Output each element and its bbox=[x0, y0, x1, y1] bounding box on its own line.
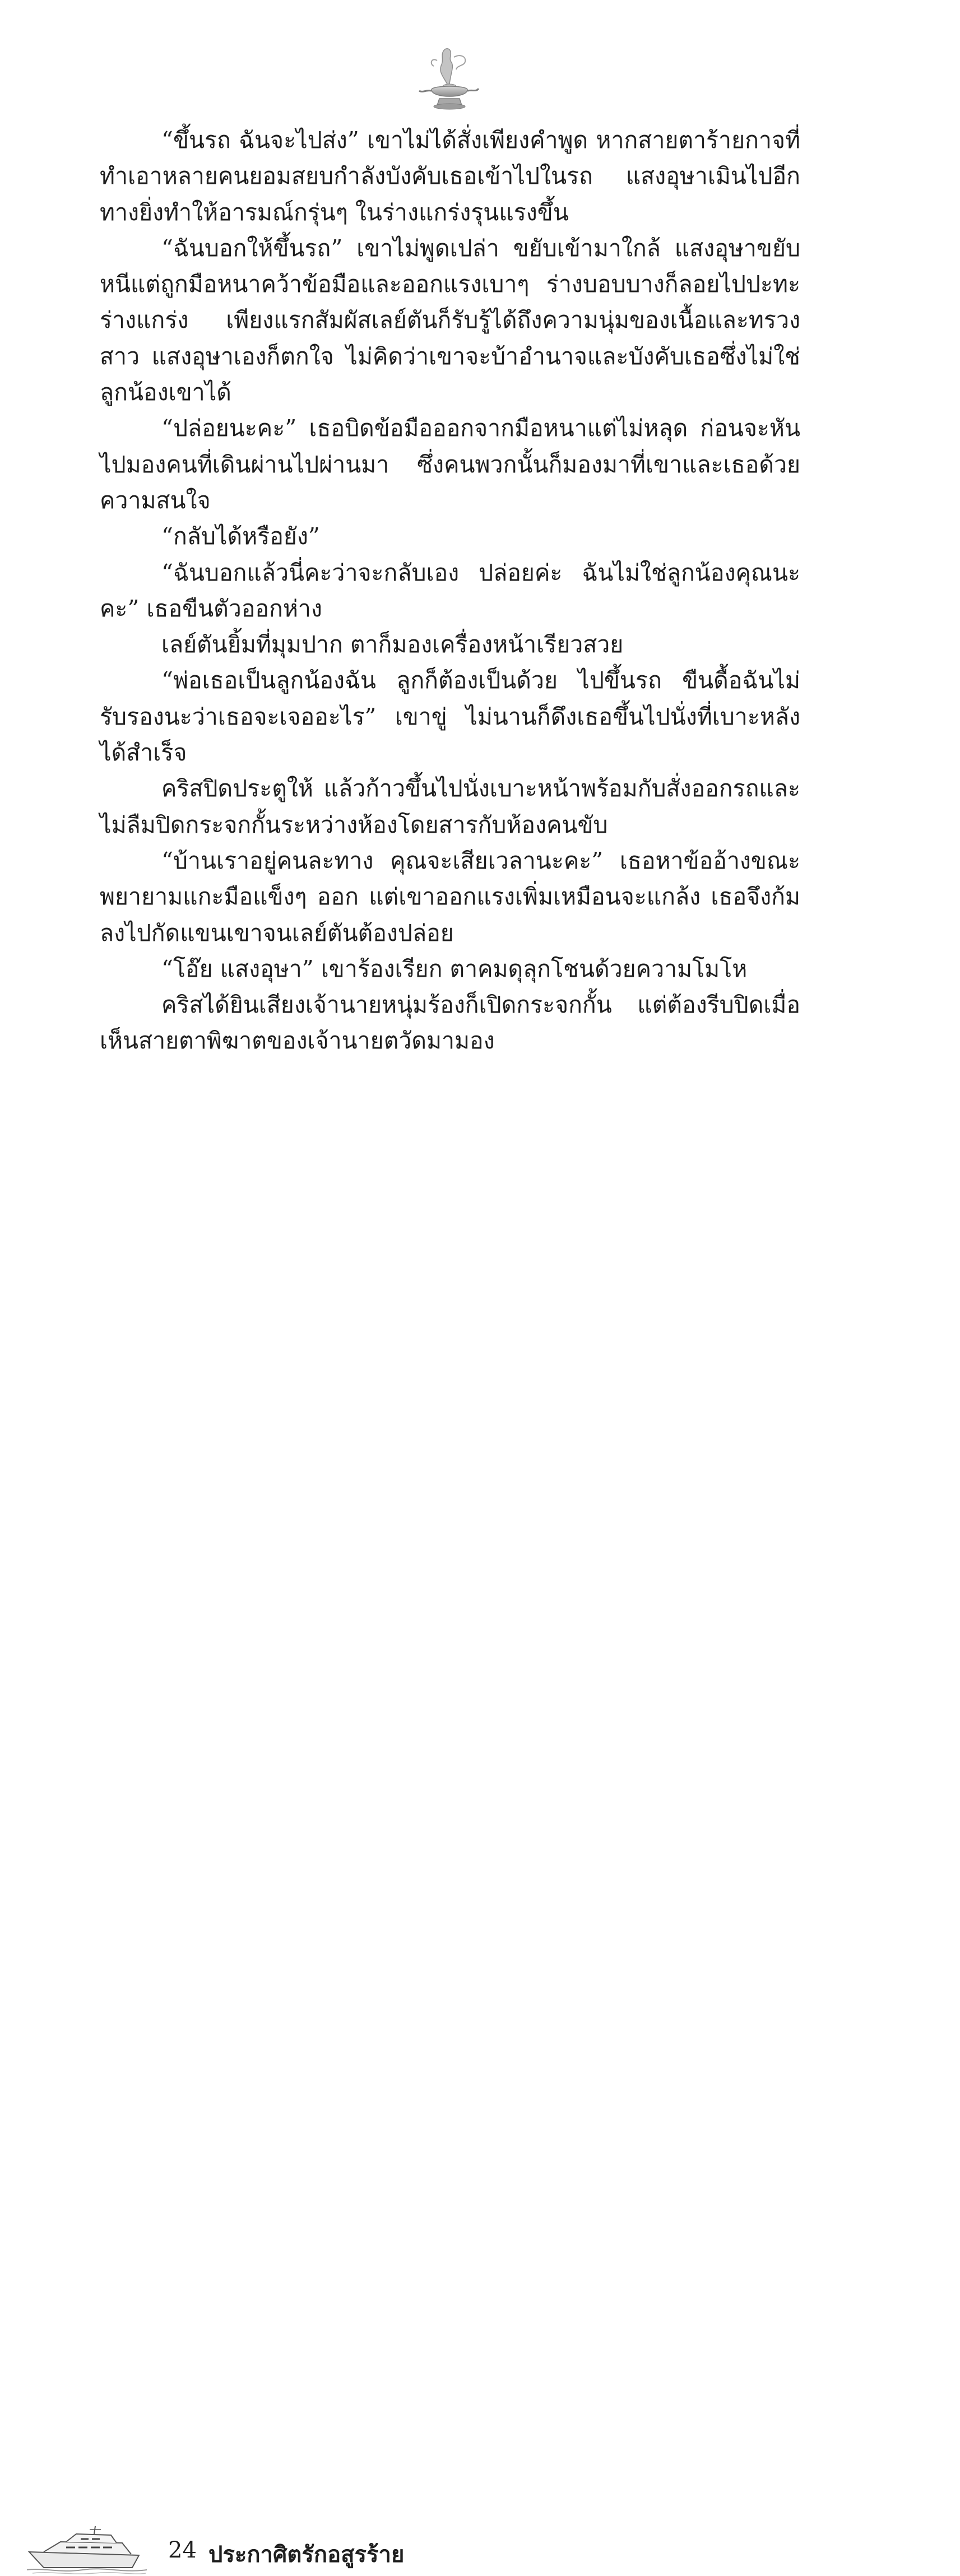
page-number: 24 bbox=[168, 2537, 197, 2563]
chapter-body-text bbox=[100, 122, 800, 1059]
paragraph: “ฉันบอกให้ขึ้นรถ” เขาไม่พูดเปล่า ขยับเข้ามาใกล้ แสงอุษาขยับหนีแต่ถูกมือหนาคว้าข้อมือและออกแรงเบาๆ ร่างบอบบางก็ลอยไปปะทะร่างแกร่ง เพียงแรกสัมผัสเลย์ตันก็รับรู้ได้ถึงความนุ่มของเนื้อและทรวงสาว แสงอุษาเองก็ตกใจ ไม่คิดว่าเขาจะบ้าอำนาจและบังคับเธอซึ่งไม่ใช่ลูกน้องเขาได้ bbox=[100, 234, 800, 406]
lamp-with-genie-icon bbox=[415, 45, 482, 115]
paragraph: “บ้านเราอยู่คนละทาง คุณจะเสียเวลานะคะ” เธอหาข้ออ้างขณะพยายามแกะมือแข็งๆ ออก แต่เขาออกแรงเพิ่มเหมือนจะแกล้ง เธอจึงก้มลงไปกัดแขนเขาจนเลย์ตันต้องปล่อย bbox=[100, 847, 800, 946]
paragraph: “ขึ้นรถ ฉันจะไปส่ง” เขาไม่ได้สั่งเพียงคำพูด หากสายตาร้ายกาจที่ทำเอาหลายคนยอมสยบกำลังบังคับเธอเข้าไปในรถ แสงอุษาเมินไปอีกทางยิ่งทำให้อารมณ์กรุ่นๆ ในร่างแกร่งรุนแรงขึ้น bbox=[100, 127, 800, 226]
paragraph: คริสได้ยินเสียงเจ้านายหนุ่มร้องก็เปิดกระจกกั้น แต่ต้องรีบปิดเมื่อเห็นสายตาพิฆาตของเจ้านายตวัดมามอง bbox=[100, 991, 800, 1055]
paragraph: “โอ๊ย แสงอุษา” เขาร้องเรียก ตาคมดุลุกโชนด้วยความโมโห bbox=[161, 955, 748, 982]
paragraph: “ปล่อยนะคะ” เธอบิดข้อมือออกจากมือหนาแต่ไม่หลุด ก่อนจะหันไปมองคนที่เดินผ่านไปผ่านมา ซึ่งคนพวกนั้นก็มองมาที่เขาและเธอด้วยความสนใจ bbox=[100, 415, 800, 514]
yacht-icon bbox=[27, 2523, 147, 2576]
book-title: ประกาศิตรักอสูรร้าย bbox=[208, 2542, 405, 2568]
paragraph: “พ่อเธอเป็นลูกน้องฉัน ลูกก็ต้องเป็นด้วย ไปขึ้นรถ ขืนดื้อฉันไม่รับรองนะว่าเธอจะเจออะไร” เขาขู่ ไม่นานก็ดึงเธอขึ้นไปนั่งที่เบาะหลังได้สำเร็จ bbox=[100, 667, 800, 767]
paragraph: เลย์ตันยิ้มที่มุมปาก ตาก็มองเครื่องหน้าเรียวสวย bbox=[161, 631, 624, 658]
paragraph: “กลับได้หรือยัง” bbox=[161, 523, 320, 550]
page-footer bbox=[0, 1261, 960, 2568]
paragraph: คริสปิดประตูให้ แล้วก้าวขึ้นไปนั่งเบาะหน้าพร้อมกับสั่งออกรถและไม่ลืมปิดกระจกกั้นระหว่างห้องโดยสารกับห้องคนขับ bbox=[100, 775, 800, 838]
paragraph: “ฉันบอกแล้วนี่คะว่าจะกลับเอง ปล่อยค่ะ ฉันไม่ใช่ลูกน้องคุณนะคะ” เธอขืนตัวออกห่าง bbox=[100, 559, 800, 622]
